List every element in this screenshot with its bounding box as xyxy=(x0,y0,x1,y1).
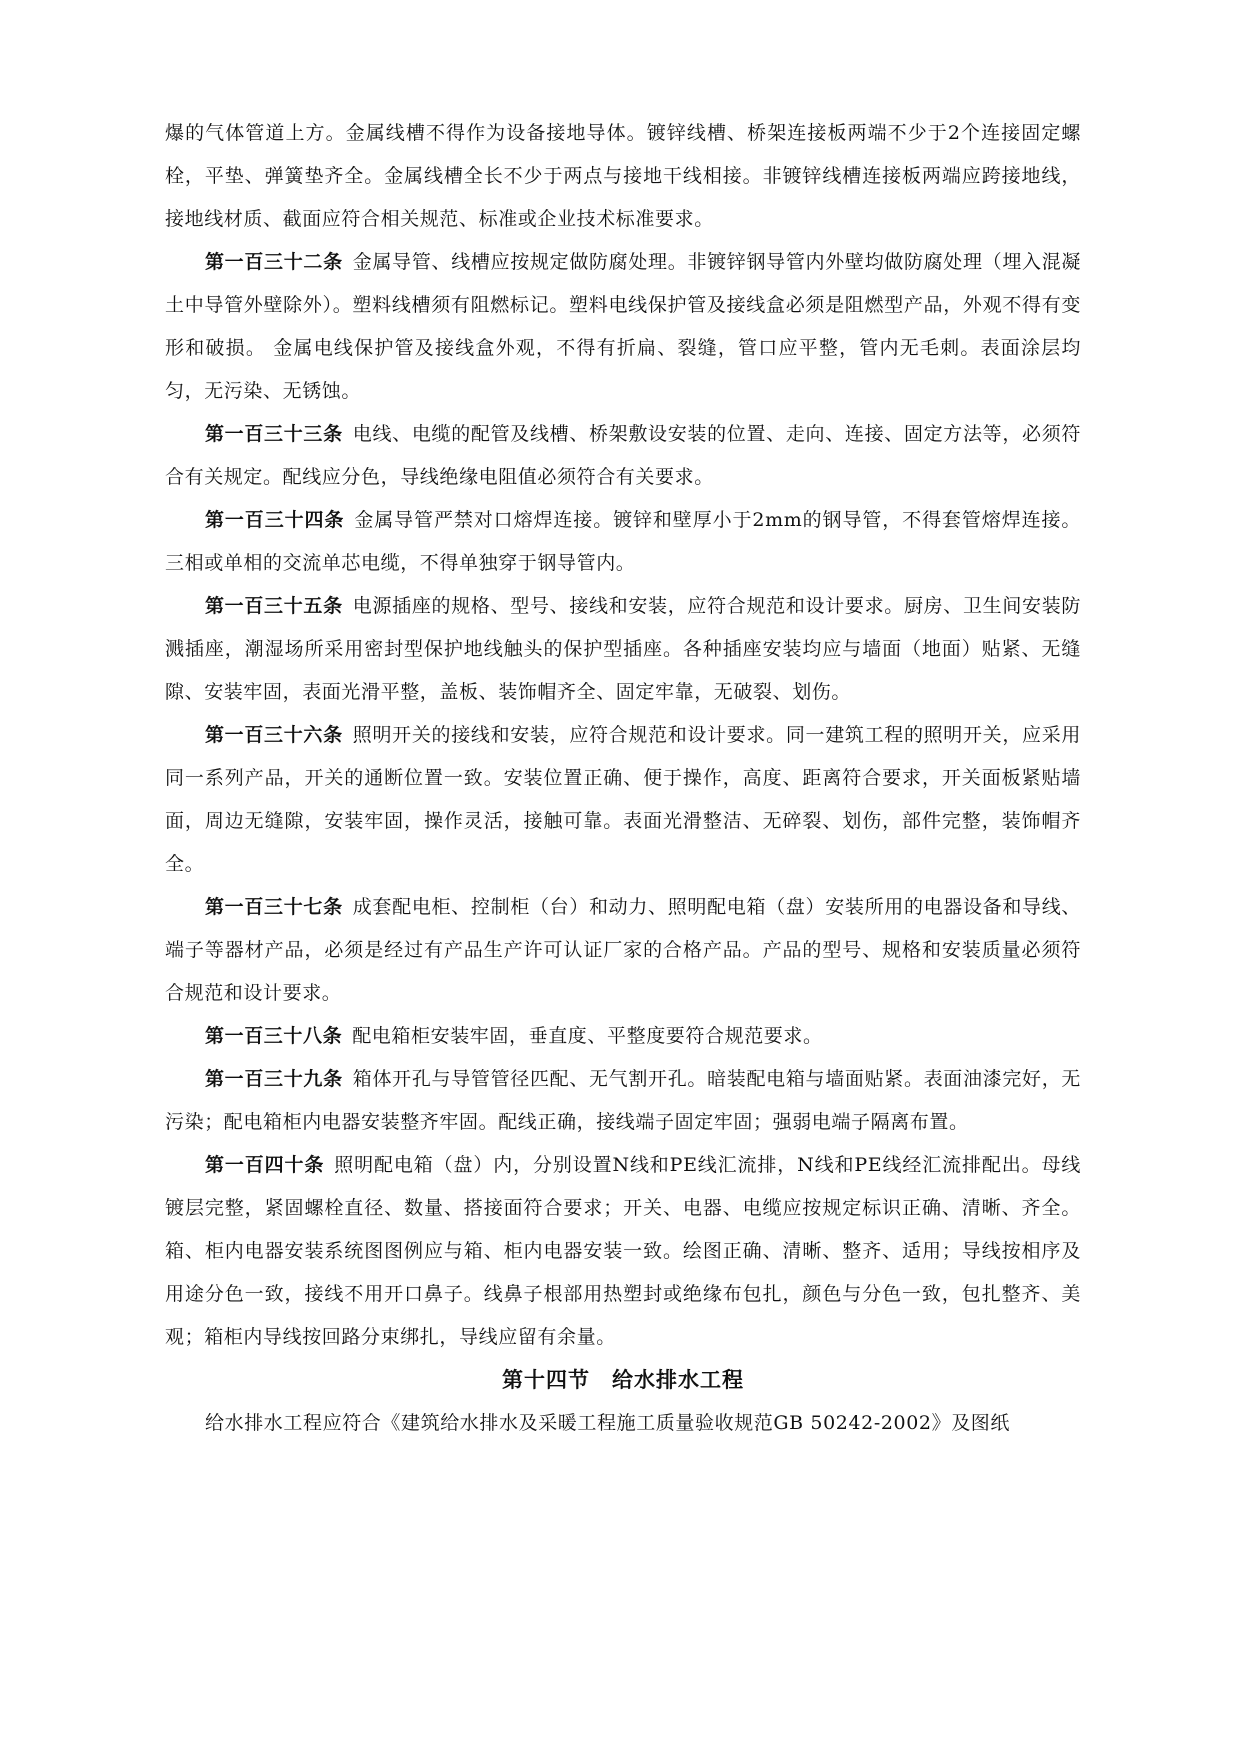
article-text: 照明配电箱（盘）内，分别设置N线和PE线汇流排，N线和PE线经汇流排配出。母线镀层完整，紧固螺栓直径、数量、搭接面符合要求；开关、电器、电缆应按规定标识正确、清晰、齐全。箱、柜内电器安装系统图图例应与箱、柜内电器安装一致。绘图正确、清晰、整齐、适用；导线按相序及用途分色一致，接线不用开口鼻子。线鼻子根部用热塑封或绝缘布包扎，颜色与分色一致，包扎整齐、美观；箱柜内导线按回路分束绑扎，导线应留有余量。 xyxy=(165,1154,1081,1348)
article-136 xyxy=(165,714,1081,886)
article-title: 第一百三十六条 xyxy=(205,724,343,746)
article-139 xyxy=(165,1058,1081,1144)
article-132 xyxy=(165,241,1081,413)
section-heading xyxy=(165,1359,1081,1402)
article-text: 电源插座的规格、型号、接线和安装，应符合规范和设计要求。厨房、卫生间安装防溅插座，潮湿场所采用密封型保护地线触头的保护型插座。各种插座安装均应与墙面（地面）贴紧、无缝隙、安装牢固，表面光滑平整，盖板、装饰帽齐全、固定牢靠，无破裂、划伤。 xyxy=(165,595,1082,703)
article-134 xyxy=(165,499,1081,585)
article-text: 照明开关的接线和安装，应符合规范和设计要求。同一建筑工程的照明开关，应采用同一系列产品，开关的通断位置一致。安装位置正确、便于操作，高度、距离符合要求，开关面板紧贴墙面，周边无缝隙，安装牢固，操作灵活，接触可靠。表面光滑整洁、无碎裂、划伤，部件完整，装饰帽齐全。 xyxy=(165,724,1082,875)
article-137 xyxy=(165,886,1081,1015)
article-text: 配电箱柜安装牢固，垂直度、平整度要符合规范要求。 xyxy=(352,1025,823,1047)
lead-paragraph: 爆的气体管道上方。金属线槽不得作为设备接地导体。镀锌线槽、桥架连接板两端不少于2个连接固定螺栓，平垫、弹簧垫齐全。金属线槽全长不少于两点与接地干线相接。非镀锌线槽连接板两端应跨接地线，接地线材质、截面应符合相关规范、标准或企业技术标准要求。 xyxy=(165,122,1081,230)
article-133 xyxy=(165,413,1081,499)
article-title: 第一百三十五条 xyxy=(205,595,343,617)
article-138 xyxy=(165,1015,1081,1058)
section-title: 给水排水工程 xyxy=(612,1368,744,1392)
article-title: 第一百三十九条 xyxy=(205,1068,343,1090)
section-number: 第十四节 xyxy=(502,1368,590,1392)
closing-paragraph: 给水排水工程应符合《建筑给水排水及采暖工程施工质量验收规范GB 50242-2002》及图纸 xyxy=(205,1412,1010,1434)
article-text: 金属导管严禁对口熔焊连接。镀锌和壁厚小于2mm的钢导管，不得套管熔焊连接。三相或单相的交流单芯电缆，不得单独穿于钢导管内。 xyxy=(165,509,1082,574)
article-title: 第一百三十四条 xyxy=(205,509,345,531)
article-title: 第一百三十三条 xyxy=(205,423,343,445)
document-page xyxy=(165,112,1081,1445)
article-title: 第一百三十二条 xyxy=(205,251,343,273)
article-140 xyxy=(165,1144,1081,1359)
article-title: 第一百三十八条 xyxy=(205,1025,343,1047)
article-text: 电线、电缆的配管及线槽、桥架敷设安装的位置、走向、连接、固定方法等，必须符合有关规定。配线应分色，导线绝缘电阻值必须符合有关要求。 xyxy=(165,423,1082,488)
article-title: 第一百三十七条 xyxy=(205,896,343,918)
article-text: 成套配电柜、控制柜（台）和动力、照明配电箱（盘）安装所用的电器设备和导线、端子等器材产品，必须是经过有产品生产许可认证厂家的合格产品。产品的型号、规格和安装质量必须符合规范和设计要求。 xyxy=(165,896,1082,1004)
article-title: 第一百四十条 xyxy=(205,1154,325,1176)
article-text: 箱体开孔与导管管径匹配、无气割开孔。暗装配电箱与墙面贴紧。表面油漆完好，无污染；配电箱柜内电器安装整齐牢固。配线正确，接线端子固定牢固；强弱电端子隔离布置。 xyxy=(165,1068,1082,1133)
article-text: 金属导管、线槽应按规定做防腐处理。非镀锌钢导管内外壁均做防腐处理（埋入混凝土中导管外壁除外）。塑料线槽须有阻燃标记。塑料电线保护管及接线盒必须是阻燃型产品，外观不得有变形和破损。 金属电线保护管及接线盒外观，不得有折扁、裂缝，管口应平整，管内无毛刺。表面涂层均匀，无污染、无锈蚀。 xyxy=(165,251,1082,402)
article-135 xyxy=(165,585,1081,714)
